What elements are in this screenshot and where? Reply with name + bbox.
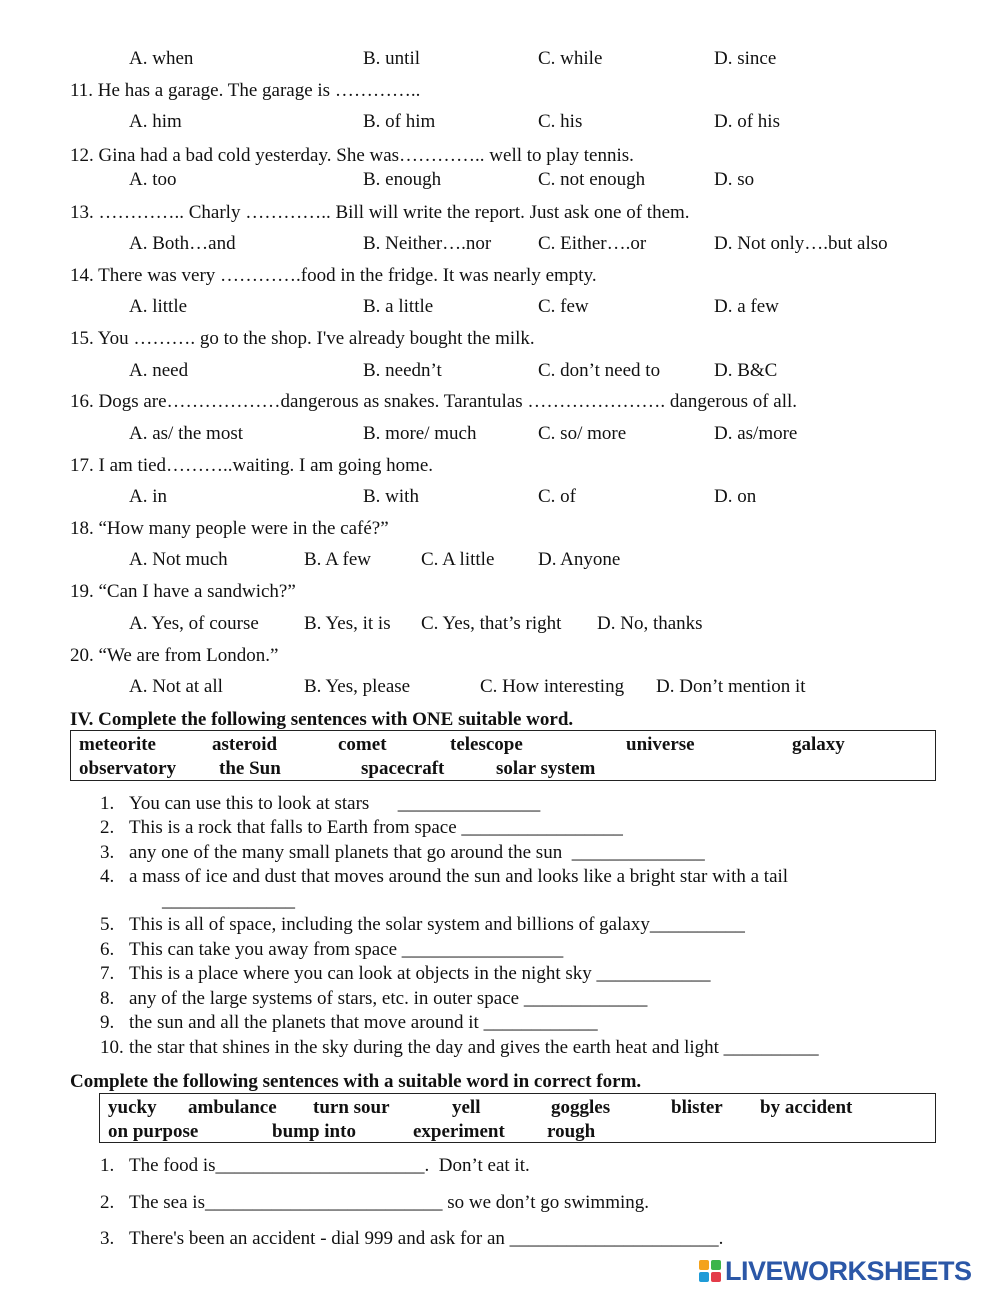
word-box-item: the Sun: [219, 758, 281, 779]
option-a: A. when: [129, 48, 194, 69]
word-box-item: turn sour: [313, 1097, 390, 1118]
list-number: 7.: [100, 963, 115, 984]
question-stem: 11. He has a garage. The garage is …………..: [70, 80, 421, 101]
option-b: B. A few: [304, 549, 372, 570]
logo-text: LIVEWORKSHEETS: [725, 1255, 972, 1286]
option-a: A. little: [129, 296, 188, 317]
word-box-item: by accident: [760, 1097, 853, 1118]
question-stem: 14. There was very ………….food in the fridge. It was nearly empty.: [70, 265, 597, 286]
list-item: This is a place where you can look at objects in the night sky ____________: [129, 963, 711, 984]
option-d: D. No, thanks: [597, 613, 703, 634]
option-b: B. Yes, it is: [304, 613, 391, 634]
list-item: The food is______________________. Don’t eat it.: [129, 1155, 530, 1176]
option-a: A. Both…and: [129, 233, 236, 254]
word-box-item: rough: [547, 1121, 596, 1142]
question-stem: 12. Gina had a bad cold yesterday. She was………….. well to play tennis.: [70, 145, 634, 166]
section-heading: Complete the following sentences with a suitable word in correct form.: [70, 1071, 642, 1092]
option-d: D. as/more: [714, 423, 798, 444]
answer-blank: ______________: [162, 890, 295, 911]
option-b: B. enough: [363, 169, 442, 190]
list-number: 6.: [100, 939, 115, 960]
list-number: 2.: [100, 1192, 115, 1213]
word-box-item: asteroid: [212, 734, 278, 755]
list-number: 9.: [100, 1012, 115, 1033]
list-item: This can take you away from space _________________: [129, 939, 564, 960]
word-box-item: telescope: [450, 734, 523, 755]
option-a: A. too: [129, 169, 177, 190]
option-c: C. don’t need to: [538, 360, 661, 381]
list-item: the star that shines in the sky during the day and gives the earth heat and light __________: [129, 1037, 819, 1058]
option-a: A. Yes, of course: [129, 613, 259, 634]
option-c: C. so/ more: [538, 423, 627, 444]
question-stem: 16. Dogs are………………dangerous as snakes. Tarantulas …………………. dangerous of all.: [70, 391, 798, 412]
list-item: You can use this to look at stars _______________: [129, 793, 541, 814]
list-item: The sea is_________________________ so we don’t go swimming.: [129, 1192, 650, 1213]
option-b: B. until: [363, 48, 421, 69]
list-item: This is a rock that falls to Earth from space _________________: [129, 817, 623, 838]
option-b: B. with: [363, 486, 419, 507]
list-item: any of the large systems of stars, etc. in outer space _____________: [129, 988, 648, 1009]
question-stem: 20. “We are from London.”: [70, 645, 279, 666]
option-c: C. of: [538, 486, 576, 507]
word-box-item: goggles: [551, 1097, 611, 1118]
option-d: D. Anyone: [538, 549, 621, 570]
list-item: the sun and all the planets that move around it ____________: [129, 1012, 598, 1033]
option-d: D. Not only….but also: [714, 233, 888, 254]
option-a: A. need: [129, 360, 189, 381]
word-box-item: universe: [626, 734, 695, 755]
option-b: B. Neither….nor: [363, 233, 492, 254]
word-box-item: yell: [452, 1097, 481, 1118]
option-d: D. B&C: [714, 360, 778, 381]
question-stem: 13. ………….. Charly ………….. Bill will write the report. Just ask one of them.: [70, 202, 690, 223]
option-c: C. while: [538, 48, 603, 69]
question-stem: 15. You ………. go to the shop. I've already bought the milk.: [70, 328, 535, 349]
word-box-item: solar system: [496, 758, 596, 779]
option-b: B. needn’t: [363, 360, 442, 381]
logo-grid-icon: [699, 1260, 721, 1282]
option-a: A. him: [129, 111, 182, 132]
option-c: C. his: [538, 111, 583, 132]
option-c: C. not enough: [538, 169, 646, 190]
list-number: 3.: [100, 1228, 115, 1249]
word-box-item: comet: [338, 734, 387, 755]
option-d: D. on: [714, 486, 757, 507]
liveworksheets-logo: [699, 1256, 972, 1286]
option-c: C. few: [538, 296, 589, 317]
word-box-item: observatory: [79, 758, 177, 779]
word-box-item: galaxy: [792, 734, 845, 755]
word-box-item: meteorite: [79, 734, 156, 755]
question-stem: 18. “How many people were in the café?”: [70, 518, 389, 539]
option-b: B. a little: [363, 296, 434, 317]
list-number: 1.: [100, 793, 115, 814]
question-stem: 19. “Can I have a sandwich?”: [70, 581, 296, 602]
option-c: C. Yes, that’s right: [421, 613, 562, 634]
word-box-item: bump into: [272, 1121, 356, 1142]
option-c: C. A little: [421, 549, 495, 570]
section-heading: IV. Complete the following sentences with ONE suitable word.: [70, 709, 574, 730]
word-box-item: ambulance: [188, 1097, 277, 1118]
option-b: B. more/ much: [363, 423, 477, 444]
list-number: 2.: [100, 817, 115, 838]
option-d: D. so: [714, 169, 755, 190]
list-item: There's been an accident - dial 999 and ask for an ______________________.: [129, 1228, 724, 1249]
list-number: 4.: [100, 866, 115, 887]
question-stem: 17. I am tied………..waiting. I am going home.: [70, 455, 434, 476]
option-d: D. a few: [714, 296, 779, 317]
list-item: This is all of space, including the solar system and billions of galaxy__________: [129, 914, 745, 935]
option-a: A. in: [129, 486, 167, 507]
list-item: a mass of ice and dust that moves around the sun and looks like a bright star with a tail: [129, 866, 789, 887]
word-box-item: blister: [671, 1097, 723, 1118]
option-d: D. Don’t mention it: [656, 676, 806, 697]
list-number: 3.: [100, 842, 115, 863]
word-box-item: on purpose: [108, 1121, 199, 1142]
list-number: 8.: [100, 988, 115, 1009]
list-item: any one of the many small planets that go around the sun ______________: [129, 842, 705, 863]
word-box-item: experiment: [413, 1121, 505, 1142]
option-b: B. of him: [363, 111, 436, 132]
word-box-item: yucky: [108, 1097, 157, 1118]
option-b: B. Yes, please: [304, 676, 411, 697]
option-d: D. of his: [714, 111, 780, 132]
option-c: C. How interesting: [480, 676, 625, 697]
list-number: 10.: [100, 1037, 124, 1058]
list-number: 1.: [100, 1155, 115, 1176]
option-d: D. since: [714, 48, 777, 69]
option-c: C. Either….or: [538, 233, 647, 254]
word-box-item: spacecraft: [361, 758, 445, 779]
option-a: A. Not much: [129, 549, 228, 570]
option-a: A. as/ the most: [129, 423, 243, 444]
option-a: A. Not at all: [129, 676, 223, 697]
list-number: 5.: [100, 914, 115, 935]
